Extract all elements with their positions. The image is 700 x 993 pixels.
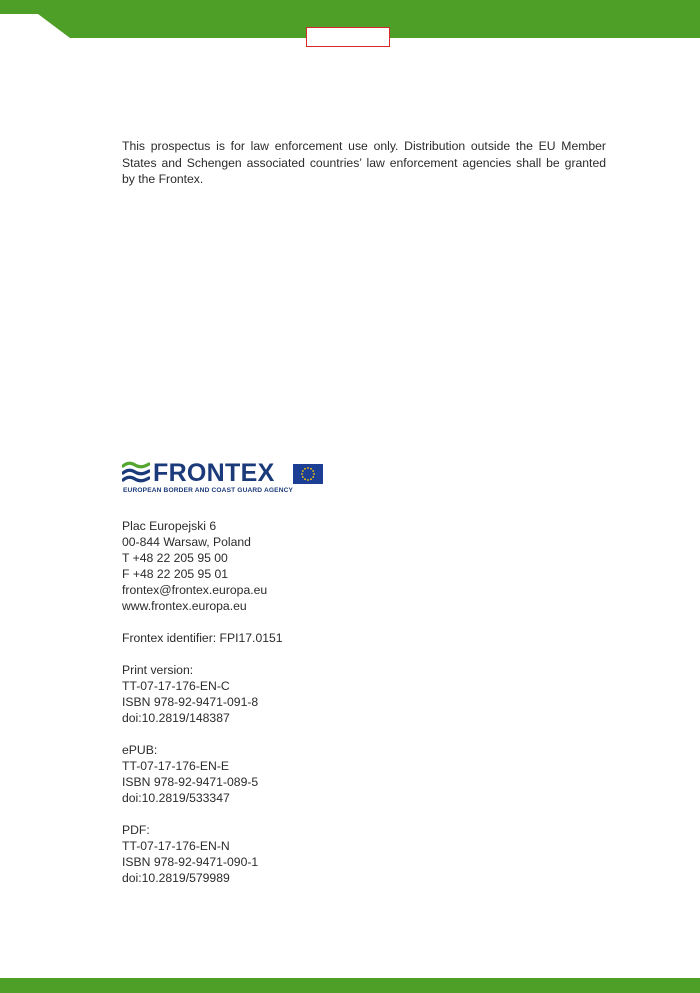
epub-code: TT-07-17-176-EN-E	[122, 759, 230, 773]
phone-number: T +48 22 205 95 00	[122, 551, 228, 565]
pdf-code: TT-07-17-176-EN-N	[122, 839, 230, 853]
eu-star-icon	[302, 476, 304, 478]
frontex-logo	[122, 460, 324, 496]
print-version-label: Print version:	[122, 663, 194, 677]
spacer	[122, 726, 283, 742]
frontex-identifier: Frontex identifier: FPI17.0151	[122, 631, 283, 645]
pdf-label: PDF:	[122, 823, 150, 837]
contact-details	[122, 518, 283, 886]
address-city: 00-844 Warsaw, Poland	[122, 535, 251, 549]
fax-number: F +48 22 205 95 01	[122, 567, 229, 581]
epub-isbn: ISBN 978-92-9471-089-5	[122, 775, 259, 789]
email-address: frontex@frontex.europa.eu	[122, 583, 268, 597]
epub-label: ePUB:	[122, 743, 158, 757]
print-version-isbn: ISBN 978-92-9471-091-8	[122, 695, 259, 709]
eu-star-icon	[310, 478, 312, 480]
distribution-disclaimer: This prospectus is for law enforcement use only. Distribution outside the EU Member States and Schengen associated countries’ law enforcement agencies shall be granted by the Frontex.	[122, 139, 606, 186]
epub-doi: doi:10.2819/533347	[122, 791, 230, 805]
eu-star-icon	[307, 479, 309, 481]
eu-flag-icon	[293, 464, 323, 484]
eu-star-icon	[304, 478, 306, 480]
frontex-wordmark: FRONTEX	[153, 459, 275, 487]
pdf-doi: doi:10.2819/579989	[122, 871, 230, 885]
eu-flag-field	[293, 464, 323, 484]
eu-star-icon	[310, 468, 312, 470]
eu-star-icon	[304, 468, 306, 470]
eu-star-icon	[301, 473, 303, 475]
eu-star-icon	[302, 470, 304, 472]
eu-star-icon	[313, 473, 315, 475]
spacer	[122, 614, 283, 630]
website-address: www.frontex.europa.eu	[122, 599, 247, 613]
spacer	[122, 646, 283, 662]
eu-star-icon	[312, 470, 314, 472]
pdf-isbn: ISBN 978-92-9471-090-1	[122, 855, 259, 869]
eu-star-icon	[312, 476, 314, 478]
print-version-doi: doi:10.2819/148387	[122, 711, 230, 725]
bottom-green-band	[0, 978, 700, 993]
address-street: Plac Europejski 6	[122, 519, 217, 533]
print-version-code: TT-07-17-176-EN-C	[122, 679, 230, 693]
frontex-waves-icon	[122, 460, 150, 486]
frontex-tagline: EUROPEAN BORDER AND COAST GUARD AGENCY	[123, 487, 294, 494]
spacer	[122, 806, 283, 822]
top-red-outline-box	[306, 27, 390, 47]
eu-star-icon	[307, 467, 309, 469]
